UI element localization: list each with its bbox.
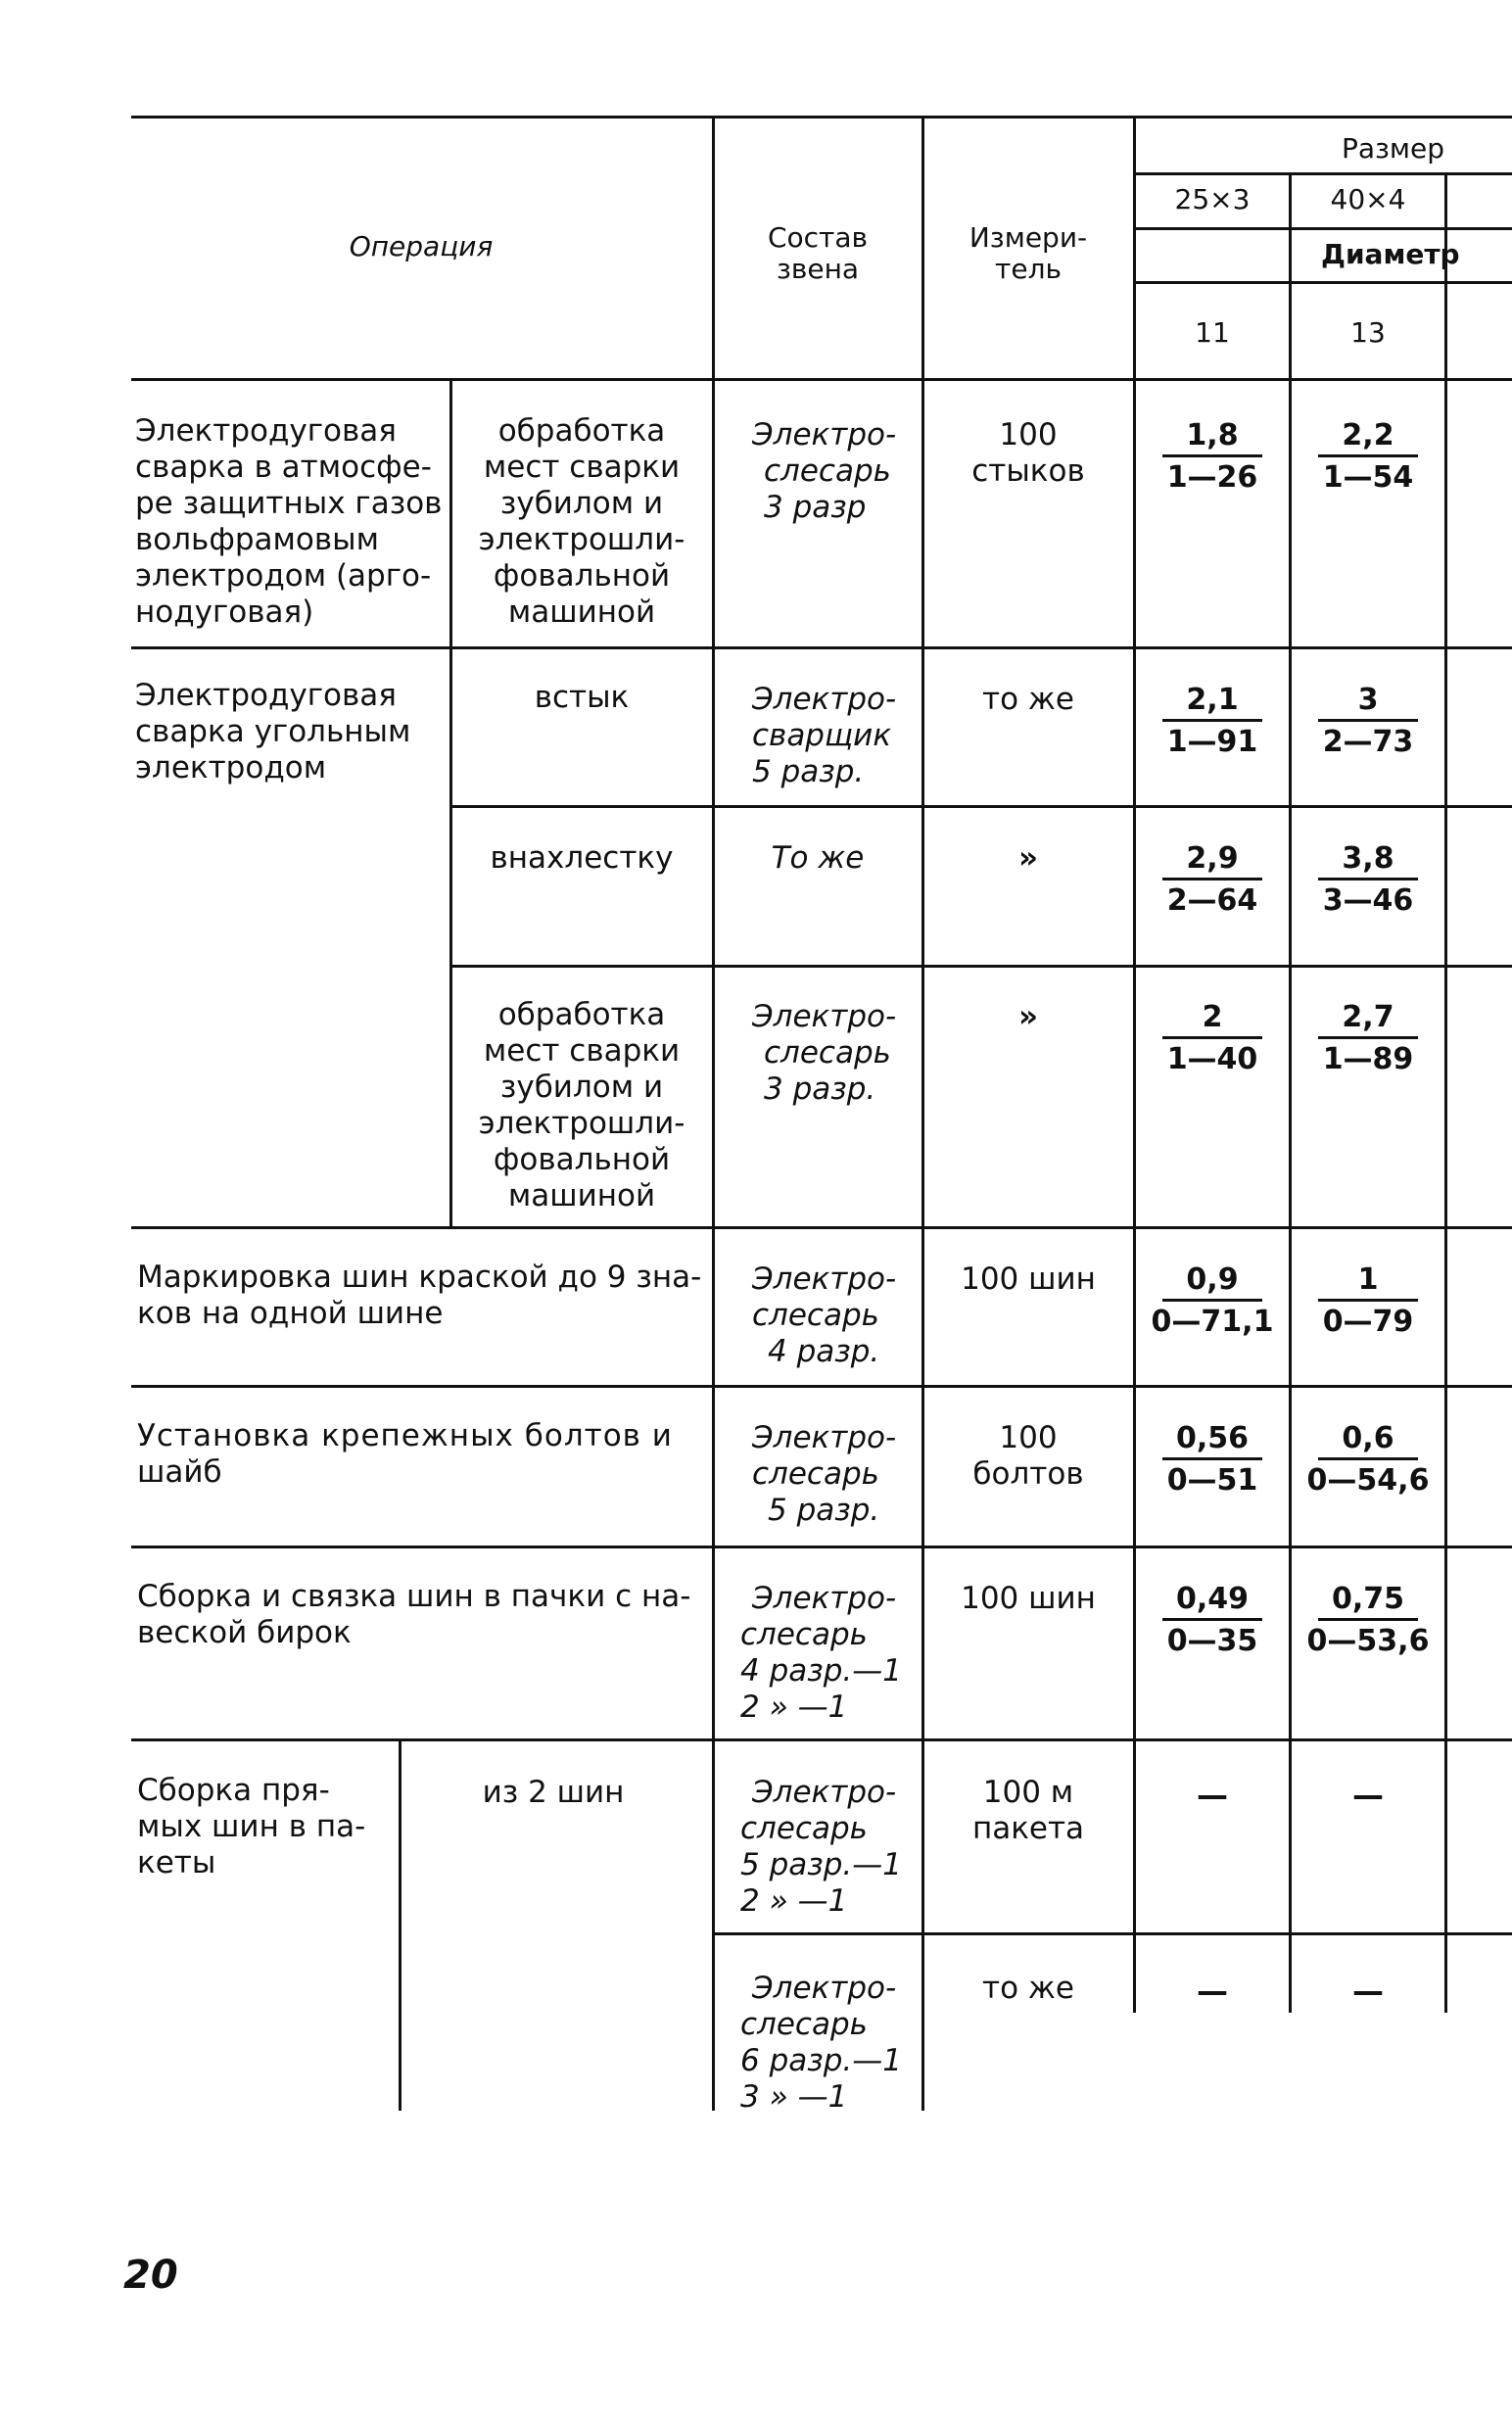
row6-crew-l2: слесарь [752,1456,879,1492]
row1-unit-l1: 100 [999,417,1058,452]
row3-value-col2 [1295,842,1441,918]
row1-operation-l6: нодуговая) [135,595,314,630]
row4-sub-l3: зубилом и [499,1070,664,1105]
row2-unit: то же [982,682,1074,717]
row1-crew-l3: 3 разр [764,490,867,525]
row4-crew-l1: Электро- [752,999,897,1034]
rule-row3-bottom [450,965,1512,968]
row5-unit: 100 шин [961,1261,1096,1297]
rule-header-bottom [131,378,1512,381]
row6-v2-num: 0,6 [1342,1421,1394,1455]
row7-v2-num: 0,75 [1331,1582,1405,1616]
row1-operation-l3: ре защитных газов [135,486,443,521]
row4-v2-num: 2,7 [1342,1000,1394,1034]
header-unit-line1: Измери- [969,221,1088,254]
header-operation: Операция [349,230,494,262]
rule-row2-bottom [450,805,1512,808]
row7-v1-den: 0—35 [1166,1624,1258,1658]
row6-v2-den: 0—54,6 [1306,1463,1430,1498]
row9-value-col1: — [1197,1973,1228,2010]
row5-crew-l3: 4 разр. [768,1334,880,1369]
row3-v2-num: 3,8 [1342,841,1394,876]
row1-sub-l5: фовальной [493,558,671,594]
row6-crew-l1: Электро- [752,1420,897,1455]
row4-sub-l4: электрошли- [478,1106,685,1141]
row3-v2-den: 3—46 [1322,883,1414,918]
row3-v1-den: 2—64 [1166,883,1258,918]
row2-v2-den: 2—73 [1322,725,1414,759]
row1-value-col2 [1295,419,1441,495]
row2-value-col2 [1295,684,1441,759]
row2-sub: встык [534,680,630,715]
row3-unit: » [1017,840,1039,876]
row5-crew-l1: Электро- [752,1261,897,1297]
row2-operation-l1: Электродуговая [135,678,397,713]
row7-v1-num: 0,49 [1175,1582,1250,1616]
row4-sub-l2: мест сварки [483,1033,681,1069]
row7-operation-l2: веской бирок [137,1615,352,1650]
row4-v1-num: 2 [1202,1000,1223,1034]
row7-value-col2 [1295,1583,1441,1658]
row1-operation-l2: сварка в атмосфе- [135,450,432,485]
row9-crew-l1: Электро- [752,1971,897,2006]
header-crew-line1: Состав [767,221,869,254]
row2-v1-den: 1—91 [1166,725,1258,759]
row5-v2-num: 1 [1357,1262,1379,1297]
row6-v1-den: 0—51 [1166,1463,1258,1498]
row8-value-col2: — [1352,1777,1384,1814]
rule-col-operation-right [712,118,715,2111]
row8-operation-l2: мых шин в па- [137,1809,366,1844]
row1-sub-l6: машиной [507,595,656,630]
row3-sub: внахлестку [490,840,674,876]
row1-sub-l1: обработка [497,413,666,449]
row1-operation-l4: вольфрамовым [135,522,379,557]
rule-row7-bottom [131,1738,1512,1741]
row9-unit: то же [982,1971,1074,2006]
row4-v2-den: 1—89 [1322,1042,1414,1076]
row8-crew-l1: Электро- [752,1775,897,1810]
rule-row6-bottom [131,1546,1512,1548]
row4-sub-l1: обработка [497,997,666,1032]
row6-operation-l1: Установка крепежных болтов и [137,1418,673,1453]
header-diameter-col2: 13 [1350,316,1386,349]
row7-crew-l2: слесарь [740,1617,868,1652]
row4-sub-l6: машиной [507,1178,656,1214]
row3-value-col1 [1139,842,1286,918]
row9-value-col2: — [1352,1973,1384,2010]
row9-crew-l3: 6 разр.—1 [740,2043,902,2078]
row6-value-col2 [1295,1422,1441,1498]
row9-crew-l2: слесарь [740,2007,868,2042]
row4-crew-l2: слесарь [764,1035,891,1071]
row2-crew-l2: сварщик [752,718,892,753]
row1-operation-l1: Электродуговая [135,413,397,449]
row8-crew-l2: слесарь [740,1811,868,1846]
rule-row1-bottom [131,646,1512,649]
row7-operation-l1: Сборка и связка шин в пачки с на- [137,1579,691,1614]
rule-sizecols-under [1134,227,1512,230]
row8-operation-l1: Сборка пря- [137,1773,330,1808]
rule-diameter-under [1134,281,1512,284]
row6-operation-l2: шайб [137,1454,222,1490]
row2-v1-num: 2,1 [1186,683,1239,717]
row2-value-col1 [1139,684,1286,759]
row2-v2-num: 3 [1357,683,1379,717]
header-diameter-col1: 11 [1195,316,1230,349]
row5-operation-l1: Маркировка шин краской до 9 зна- [137,1260,702,1295]
row1-sub-l4: электрошли- [478,522,685,557]
row1-crew-l2: слесарь [764,453,891,489]
rule-top [131,116,1512,119]
header-unit-line2: тель [995,253,1062,285]
header-size-group: Размер [1342,132,1445,165]
row5-v2-den: 0—79 [1322,1305,1414,1339]
rule-col-v1-right [1289,172,1292,2013]
row7-crew-l1: Электро- [752,1581,897,1616]
row7-crew-l4: 2 » —1 [740,1689,848,1725]
row8-sub: из 2 шин [482,1775,625,1810]
row4-crew-l3: 3 разр. [764,1071,876,1107]
row2-operation-l3: электродом [135,750,327,785]
row8-unit-l2: пакета [971,1811,1085,1846]
row8-crew-l3: 5 разр.—1 [740,1847,902,1882]
header-crew-line2: звена [776,253,860,285]
row8-crew-l4: 2 » —1 [740,1883,848,1919]
row4-value-col1 [1139,1001,1286,1076]
header-size-col2: 40×4 [1330,183,1406,215]
row1-v2-num: 2,2 [1342,418,1394,452]
row4-v1-den: 1—40 [1166,1042,1258,1076]
row4-sub-l5: фовальной [493,1142,671,1177]
row6-v1-num: 0,56 [1175,1421,1250,1455]
row4-unit: » [1017,999,1039,1034]
row4-value-col2 [1295,1001,1441,1076]
row1-unit-l2: стыков [971,453,1085,489]
rule-col-unit-right [1133,118,1136,2013]
row7-unit: 100 шин [961,1581,1096,1616]
rule-col-v2-right [1444,172,1447,2013]
row5-value-col2 [1295,1263,1441,1339]
rule-row8-bottom [713,1932,1512,1935]
row6-crew-l3: 5 разр. [768,1493,880,1528]
row5-v1-num: 0,9 [1186,1262,1239,1297]
row7-value-col1 [1139,1583,1286,1658]
row1-operation-l5: электродом (арго- [135,558,432,594]
rule-size-under [1134,172,1512,175]
row2-operation-l2: сварка угольным [135,714,411,749]
header-diameter-group: Диаметр [1321,238,1460,270]
row1-sub-l3: зубилом и [499,486,664,521]
row2-crew-l3: 5 разр. [752,754,865,789]
row9-crew-l4: 3 » —1 [740,2079,848,2115]
row3-v1-num: 2,9 [1186,841,1239,876]
row1-v2-den: 1—54 [1322,460,1414,495]
rule-row5-bottom [131,1385,1512,1388]
row8-unit-l1: 100 м [982,1775,1074,1810]
row6-unit-l2: болтов [972,1456,1084,1492]
row1-crew-l1: Электро- [752,417,897,452]
row5-value-col1 [1139,1263,1286,1339]
row1-sub-l2: мест сварки [483,450,681,485]
row1-v1-num: 1,8 [1186,418,1239,452]
row8-value-col1: — [1197,1777,1228,1814]
row5-v1-den: 0—71,1 [1151,1305,1274,1339]
row7-crew-l3: 4 разр.—1 [740,1653,902,1689]
row3-crew: То же [771,840,865,876]
row5-operation-l2: ков на одной шине [137,1296,444,1331]
row1-v1-den: 1—26 [1166,460,1258,495]
row8-operation-l3: кеты [137,1845,216,1880]
row7-v2-den: 0—53,6 [1306,1624,1430,1658]
header-size-col1: 25×3 [1174,183,1251,215]
row1-value-col1 [1139,419,1286,495]
row6-value-col1 [1139,1422,1286,1498]
row2-crew-l1: Электро- [752,682,897,717]
rule-row4-bottom [131,1226,1512,1229]
row5-crew-l2: слесарь [752,1298,879,1333]
page-number: 20 [123,2253,178,2298]
row6-unit-l1: 100 [999,1420,1058,1455]
